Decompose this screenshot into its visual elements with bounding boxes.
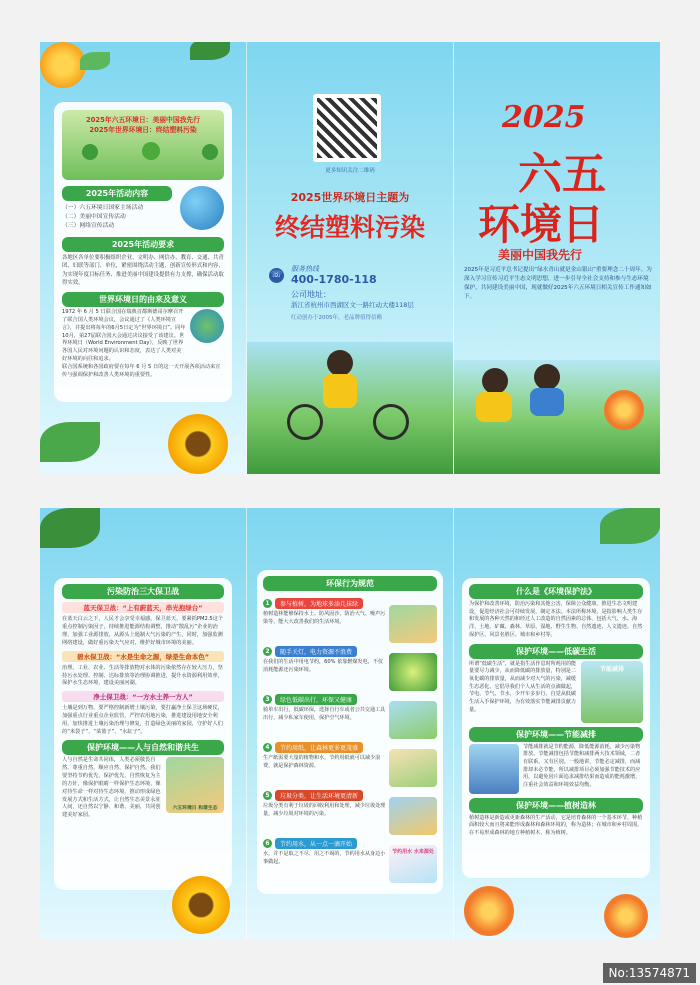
item-title: 节约用水，从一点一滴开始 xyxy=(275,838,357,849)
qr-caption: 更多知识关注二维码 xyxy=(325,168,375,174)
paper-saving-picture xyxy=(389,749,437,787)
item-text: 植树造林能够保持水土、防风固沙、防治大气、噪声污染等，能大大改善我们的生活环境。 xyxy=(263,611,386,625)
requirements-title: 2025年活动要求 xyxy=(62,237,224,252)
item-text: 骑单车出行，低碳环保，选择自行车或者公共交通工具出行，减少私家车使用，保护空气环境。 xyxy=(263,707,386,721)
harmony-title: 保护环境——人与自然和谐共生 xyxy=(62,740,224,755)
kid-figure xyxy=(534,364,560,390)
earth-tree-icon xyxy=(190,309,224,343)
orange-flower-decoration xyxy=(604,390,644,430)
item-text: 水，并不是取之不尽、用之不竭的，节约用水从身边小事做起。 xyxy=(263,851,386,865)
low-carbon-picture xyxy=(581,661,643,723)
water-picture-caption: 节约用水 水来源处 xyxy=(392,849,434,855)
back-left-panel xyxy=(40,508,246,940)
blue-sky-title: 蓝天保卫战：“上有蔚蓝天，串光抱绿台” xyxy=(62,602,224,613)
sunflower-decoration xyxy=(172,876,230,934)
behavior-item xyxy=(263,691,437,739)
activity-item: （三）网络宣传活动 xyxy=(62,223,115,229)
kid-shirt xyxy=(476,392,512,422)
orange-flower-decoration xyxy=(464,886,514,936)
hotline-label: 服务热线 xyxy=(291,265,319,273)
footer-note: 红动创办于2005年，老品牌值得信赖 xyxy=(291,315,382,321)
eco-behavior-title: 环保行为规范 xyxy=(263,576,437,591)
poster-line-2: 2025年世界环境日：终结塑料污染 xyxy=(89,126,197,134)
item-title: 随手关灯，电力资源不浪费 xyxy=(275,646,357,657)
activities-title: 2025年活动内容 xyxy=(62,186,172,201)
brochure-front xyxy=(40,42,660,474)
front-left-panel xyxy=(40,42,246,474)
low-carbon-picture-caption: 节能减排 xyxy=(599,665,624,673)
water-saving-picture xyxy=(389,845,437,883)
kid-shirt xyxy=(323,374,357,408)
item-title: 垃圾分类，让生活环境更清新 xyxy=(275,790,363,801)
garbage-sorting-picture xyxy=(389,797,437,835)
tree-icon xyxy=(82,144,98,160)
slogan: 美丽中国我先行 xyxy=(498,248,583,262)
solar-panel-picture xyxy=(469,744,519,794)
back-right-card xyxy=(462,578,650,878)
behavior-item xyxy=(263,595,437,643)
harmony-picture-caption: 六五环境日 和谐生态 xyxy=(172,805,218,811)
origin-text-2: 联合国系统和各国政府要在每年 6 月 5 日的这一天开展各项活动来宣传与强调保护和改善人类环境的重要性。 xyxy=(62,363,221,378)
kid-on-bicycle-illustration xyxy=(247,342,453,474)
behavior-item xyxy=(263,835,437,883)
kid-figure xyxy=(482,368,508,394)
theme-headline: 终结塑料污染 xyxy=(274,213,425,242)
low-carbon-text: 所谓“低碳生活”，就是指生活作息时所耗用的能量要尽力减少，从而降低碳的排放量，特别是二氧化碳的排放量，从而减少对大气的污染，减缓生态恶化。它倡导我们个人从生活的点滴做起，节电、节气、节水，少开车多步行，自觉从低碳生活入手保护环境，为有效落实节能减排贡献力量。 xyxy=(469,660,577,713)
orange-flower-decoration xyxy=(604,894,648,938)
law-title: 什么是《环境保护法》 xyxy=(469,584,643,599)
year-calligraphy: 2025 xyxy=(502,100,586,135)
item-text: 在我们的生活中用电节约，60% 依靠燃煤发电，不仅消耗能源还污染环境。 xyxy=(263,659,383,673)
item-text: 垃圾分类有利于垃圾的回收利用和处理，减少垃圾处理量，减少垃圾对环境的污染。 xyxy=(263,803,386,817)
brochure-back xyxy=(40,508,660,940)
three-battles-title: 污染防治三大保卫战 xyxy=(62,584,224,599)
poster-illustration xyxy=(62,110,224,180)
sunflower-decoration xyxy=(168,414,228,474)
address-label: 公司地址： xyxy=(291,290,331,299)
pure-land-text: 土壤是到万物，要严格控制新增土壤污染，要打赢净土保卫这场硬仗，加强重点行业重点企业监管，严控农用地污染，推进建设用地安全利用，加快推进土壤污染治理与修复，打造绿色美丽的家园，守护好人们的“米袋子”、“菜篮子”、“水缸子”。 xyxy=(62,705,223,736)
behavior-item xyxy=(263,787,437,835)
bicycle-wheel xyxy=(287,404,323,440)
blue-sky-text: 在蓝天白云之下，人民才会享受幸福感。保卫蓝天，要紧抓PM2.5这个重点控制污染因子，持续推进能源结构调整，推动“散乱污”企业的治理、加强工业源排放，从源头上遏制大气污染的产生，同时，加强监测网络建设，做好重污染天气应对，维护好城市环境的美丽。 xyxy=(62,616,224,646)
low-carbon-title: 保护环境——低碳生活 xyxy=(469,644,643,659)
energy-saving-text: 节能减排就是节约能源，降低能源消耗，减少污染物排放。节能减排包括节能和减排两大技术领域，二者有联系，又有区别。一般地讲，节能必定减排，而减排却未必节能，所以减排项目必须加强节能技术的应用，以避免因片面追求减排结果而造成的能耗激增，注重社会效益和环境效益均衡。 xyxy=(523,743,641,789)
front-right-panel xyxy=(454,42,660,474)
main-title-line-2: 环境日 xyxy=(478,200,605,249)
item-number: 4 xyxy=(263,743,272,752)
leaf-decoration xyxy=(40,422,100,462)
clear-water-title: 碧水保卫战：“水是生命之源，绿是生命本色” xyxy=(62,651,224,662)
forest-title: 保护环境——植树造林 xyxy=(469,798,643,813)
image-id-watermark: No:13574871 xyxy=(603,963,696,983)
activity-item: （二）美丽中国宣传活动 xyxy=(62,214,126,220)
poster-line-1: 2025年六五环境日：美丽中国我先行 xyxy=(85,116,201,124)
item-number: 2 xyxy=(263,647,272,656)
energy-saving-title: 保护环境——节能减排 xyxy=(469,727,643,742)
light-bulb-picture xyxy=(389,653,437,691)
requirements-text: 各地区各单位要积极组织企业、文明办、网信办、教育、交通、共青团、妇联等部门、单位，紧密围绕活动主题，创新宣传形式和内容，为实现年度目标任务、推进美丽中国建设提供有力支撑，确保活动取得实效。 xyxy=(62,255,224,286)
kid-figure xyxy=(327,350,353,376)
hotline-number[interactable]: 400-1780-118 xyxy=(291,273,377,286)
law-text: 为保护和改善环境，防治污染和其他公害，保障公众健康，推进生态文明建设，促进经济社会可持续发展，制定本法。本法所称环境，是指影响人类生存和发展的各种天然的和经过人工改造的自然因素的总体，包括大气、水、海洋、土地、矿藏、森林、草原、湿地、野生生物、自然遗迹、人文遗迹、自然保护区、风景名胜区、城市和乡村等。 xyxy=(469,601,643,638)
behavior-item xyxy=(263,739,437,787)
kids-gardening-illustration xyxy=(454,360,660,474)
main-title-line-1: 六五 xyxy=(518,149,606,200)
item-title: 节约用纸，让森林更多更茂盛 xyxy=(275,742,363,753)
theme-title: 2025世界环境日主题为 xyxy=(290,191,410,204)
origin-text-1: 1972 年 6 月 5 日联合国在瑞典首都斯德哥尔摩召开了联合国人类环境会议，会议通过了《人类环境宣言》，并提出将每年的6月5日定为“世界环境日”。同年10月，第27届联合国大会通过决议接受了该建议。世界环境日（World Environment Day），反映了世界各国人民对环境问题的认识和态度，表达了人类对美好环境的向往和追求。 xyxy=(62,309,186,362)
item-number: 5 xyxy=(263,791,272,800)
item-number: 1 xyxy=(263,599,272,608)
tree-icon xyxy=(142,142,160,160)
back-left-card xyxy=(54,578,232,890)
item-number: 3 xyxy=(263,695,272,704)
earth-globe-icon xyxy=(180,186,224,230)
phone-icon: ☏ xyxy=(269,268,284,283)
back-right-panel xyxy=(454,508,660,940)
intro-text: 2025年是习近平总书记提出“绿水青山就是金山银山”重要理念二十周年。为深入学习宣传习近平生态文明思想，进一步引导全社会支持和参与生态环境保护，共同建设美丽中国，现就做好2025年六五环境日相关宣传工作通知如下。 xyxy=(464,267,652,300)
front-left-card xyxy=(54,102,232,402)
item-number: 6 xyxy=(263,839,272,848)
tree-planting-picture xyxy=(389,605,437,643)
item-title: 绿色低碳出行，环保又健康 xyxy=(275,694,357,705)
back-middle-panel xyxy=(247,508,453,940)
clear-water-text: 治理，工业、农业、生活等排放物对水体的污染依然存在较大压力，坚持污水处理、控制、达标排放等治理协调推进，提升水资源利用效率，保护水生态环境，建设美丽河湖。 xyxy=(62,664,223,687)
back-middle-card xyxy=(257,570,443,894)
behavior-item xyxy=(263,643,437,691)
qr-code[interactable] xyxy=(313,94,381,162)
tree-icon xyxy=(202,144,218,160)
item-text: 生产纸需要大量的植物和水，节约用纸就可以减少浪费，就是保护森林资源。 xyxy=(263,755,381,769)
activity-item: （一）六五环境日国家主场活动 xyxy=(62,205,144,211)
address-text: 浙江省杭州市西湖区文一路红动大楼118层 xyxy=(291,301,414,309)
harmony-text: 人与自然是生命共同体，人类必须敬畏自然、尊重自然、顺应自然、保护自然。我们要坚持节约优先、保护优先、自然恢复为主的方针，像保护眼睛一样保护生态环境，像对待生命一样对待生态环境，推动形成绿色发展方式和生活方式，让自然生态美景永驻人间，还自然以宁静、和谐、美丽，共同创建美好家园。 xyxy=(62,756,161,819)
bicycle-wheel xyxy=(373,404,409,440)
harmony-picture xyxy=(166,757,224,813)
origin-title: 世界环境日的由来及意义 xyxy=(62,292,224,307)
pure-land-title: 净土保卫战：“一方水土养一方人” xyxy=(62,691,224,702)
kid-shirt xyxy=(530,388,564,416)
front-middle-panel xyxy=(247,42,453,474)
bicycle-picture xyxy=(389,701,437,739)
forest-text: 植树造林是新造或更新森林的生产活动，它是培育森林的一个基本环节。种植面积较大而且将来能形成森林和森林环境的，称为造林；在城市和乡村周围，在不易形成森林的地方种植树木，称为植树。 xyxy=(469,814,643,836)
item-title: 参与植树，为地球多添几抹绿 xyxy=(275,598,363,609)
